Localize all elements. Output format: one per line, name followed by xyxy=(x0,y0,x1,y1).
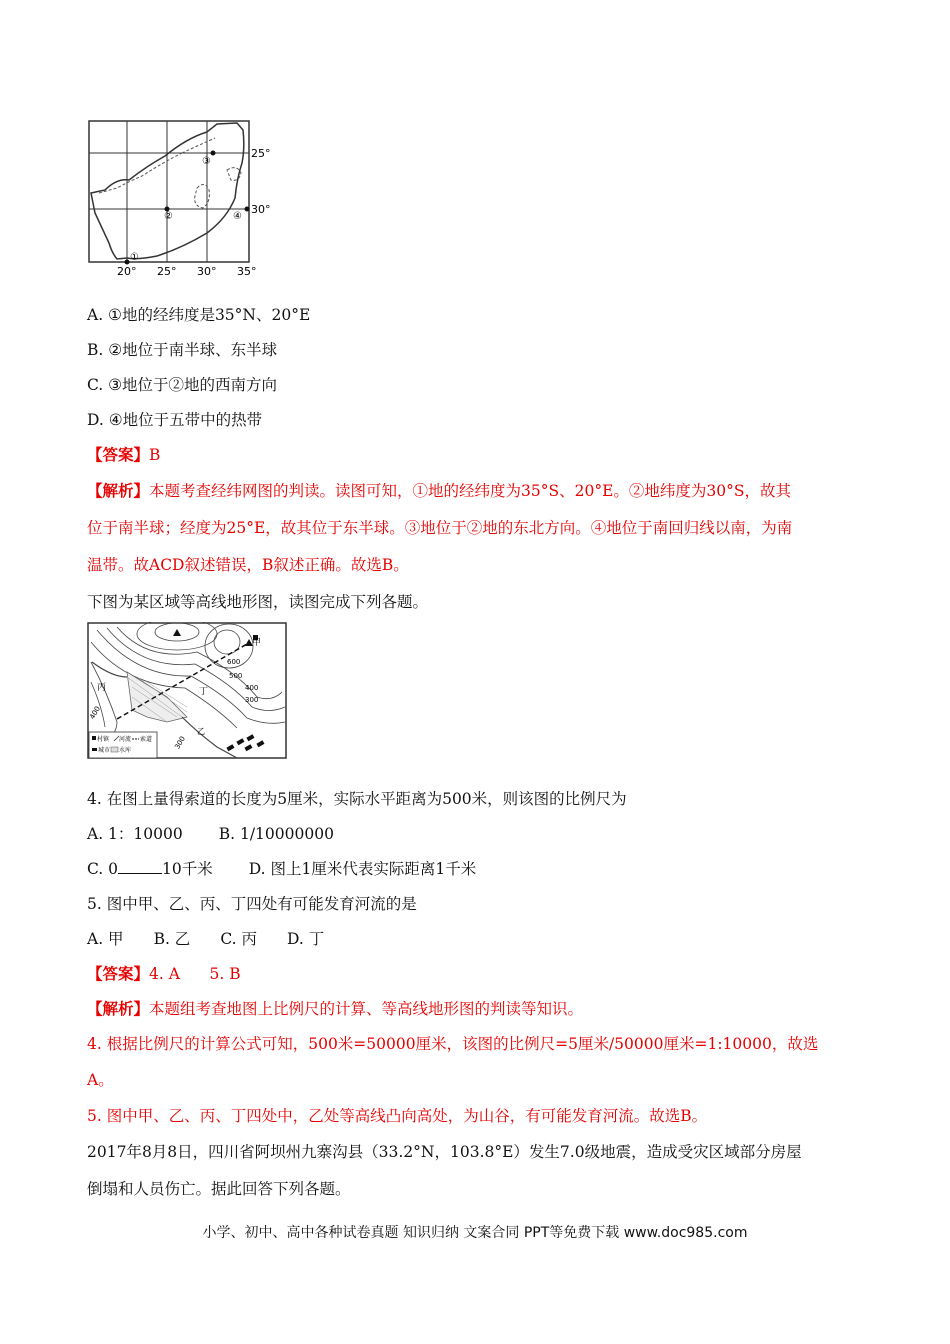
option-d: D. ④地位于五带中的热带 xyxy=(87,411,263,429)
contour-400-left-label: 400 xyxy=(88,705,102,721)
q4-option-d: D. 图上1厘米代表实际距离1千米 xyxy=(248,860,477,878)
quake-intro-line-1: 2017年8月8日，四川省阿坝州九寨沟县（33.2°N，103.8°E）发生7.0级地震，造成受灾区域部分房屋 xyxy=(87,1143,802,1161)
legend-river: 河流 xyxy=(119,736,132,743)
contour-intro: 下图为某区域等高线地形图，读图完成下列各题。 xyxy=(87,593,429,611)
lat-lon-grid-map xyxy=(87,118,287,278)
point-3-label: ③ xyxy=(202,156,211,167)
lon-30-label: 30° xyxy=(197,265,217,278)
analysis-45-tag: 【解析】 xyxy=(87,999,150,1018)
q5-option-d: D. 丁 xyxy=(286,930,325,948)
legend-reservoir: 水库 xyxy=(119,747,132,754)
answer-45-tag: 【答案】 xyxy=(87,964,150,983)
question-4-options-ab xyxy=(87,822,334,844)
analysis-line-1 xyxy=(87,479,791,501)
analysis-45-line-4a: 4. 根据比例尺的计算公式可知，500米=50000厘米，该图的比例尺=5厘米/50000厘米=1:10000，故选 xyxy=(87,1035,819,1053)
contour-300-bottom-label: 300 xyxy=(173,735,187,751)
analysis-tag: 【解析】 xyxy=(87,481,150,500)
point-1-label: ① xyxy=(130,252,139,263)
contour-map xyxy=(87,622,287,759)
q5-option-c: C. 丙 xyxy=(220,930,257,948)
point-4-label: ④ xyxy=(233,211,242,222)
analysis-line-3: 温带。故ACD叙述错误，B叙述正确。故选B。 xyxy=(87,556,409,574)
scale-bar-line xyxy=(118,859,162,874)
analysis-45-intro: 本题组考查地图上比例尺的计算、等高线地形图的判读等知识。 xyxy=(149,1000,584,1018)
answer-line xyxy=(87,443,160,465)
q4-option-c-prefix: C. 0 xyxy=(87,860,119,878)
legend-city: 城市 xyxy=(98,747,111,754)
question-5-stem: 5. 图中甲、乙、丙、丁四处有可能发育河流的是 xyxy=(87,895,417,913)
lon-35-label: 35° xyxy=(237,265,257,278)
q4-option-c-suffix: 10千米 xyxy=(162,860,213,878)
yi-label: 乙 xyxy=(197,727,205,736)
answer-tag: 【答案】 xyxy=(87,445,150,464)
point-2-label: ② xyxy=(164,211,173,222)
lon-25-label: 25° xyxy=(157,265,177,278)
contour-500-label: 500 xyxy=(229,672,243,680)
page-footer: 小学、初中、高中各种试卷真题 知识归纳 文案合同 PPT等免费下载 www.doc985.com xyxy=(202,1225,748,1241)
option-c: C. ③地位于②地的西南方向 xyxy=(87,376,278,394)
lon-20-label: 20° xyxy=(117,265,137,278)
ding-label: 丁 xyxy=(199,687,209,697)
option-a: A. ①地的经纬度是35°N、20°E xyxy=(87,306,311,324)
option-b: B. ②地位于南半球、东半球 xyxy=(87,341,278,359)
contour-300-label: 300 xyxy=(245,696,259,704)
analysis-45-line-4b: A。 xyxy=(87,1071,114,1089)
q5-option-b: B. 乙 xyxy=(153,930,191,948)
question-4-options-cd xyxy=(87,857,476,879)
answer-45-line xyxy=(87,962,241,984)
analysis-line-2: 位于南半球；经度为25°E，故其位于东半球。③地位于②地的东北方向。④地位于南回归线以南，为南 xyxy=(87,519,793,537)
legend-cableway: 索道 xyxy=(140,736,153,743)
answer-value: B xyxy=(149,446,161,464)
answer-45-value: 4. A 5. B xyxy=(149,965,241,983)
analysis-45-intro-line xyxy=(87,997,583,1019)
q5-option-a: A. 甲 xyxy=(87,930,124,948)
analysis-45-line-5: 5. 图中甲、乙、丙、丁四处中，乙处等高线凸向高处，为山谷，有可能发育河流。故选B。 xyxy=(87,1107,708,1125)
legend-village: 村镇 xyxy=(97,736,110,743)
bing-label: 丙 xyxy=(97,683,107,693)
contour-400-label: 400 xyxy=(245,684,259,692)
contour-600-label: 600 xyxy=(227,658,241,666)
q4-option-a: A. 1：10000 xyxy=(87,825,183,843)
lat-25-label: 25° xyxy=(251,147,271,160)
q4-option-b: B. 1/10000000 xyxy=(218,825,334,843)
analysis-text-1: 本题考查经纬网图的判读。读图可知，①地的经纬度为35°S、20°E。②地纬度为30°S，故其 xyxy=(149,482,791,500)
question-4-stem: 4. 在图上量得索道的长度为5厘米，实际水平距离为500米，则该图的比例尺为 xyxy=(87,790,627,808)
lat-30-label: 30° xyxy=(251,203,271,216)
quake-intro-line-2: 倒塌和人员伤亡。据此回答下列各题。 xyxy=(87,1180,351,1198)
question-5-options xyxy=(87,927,324,949)
jia-label: 甲 xyxy=(252,638,262,648)
